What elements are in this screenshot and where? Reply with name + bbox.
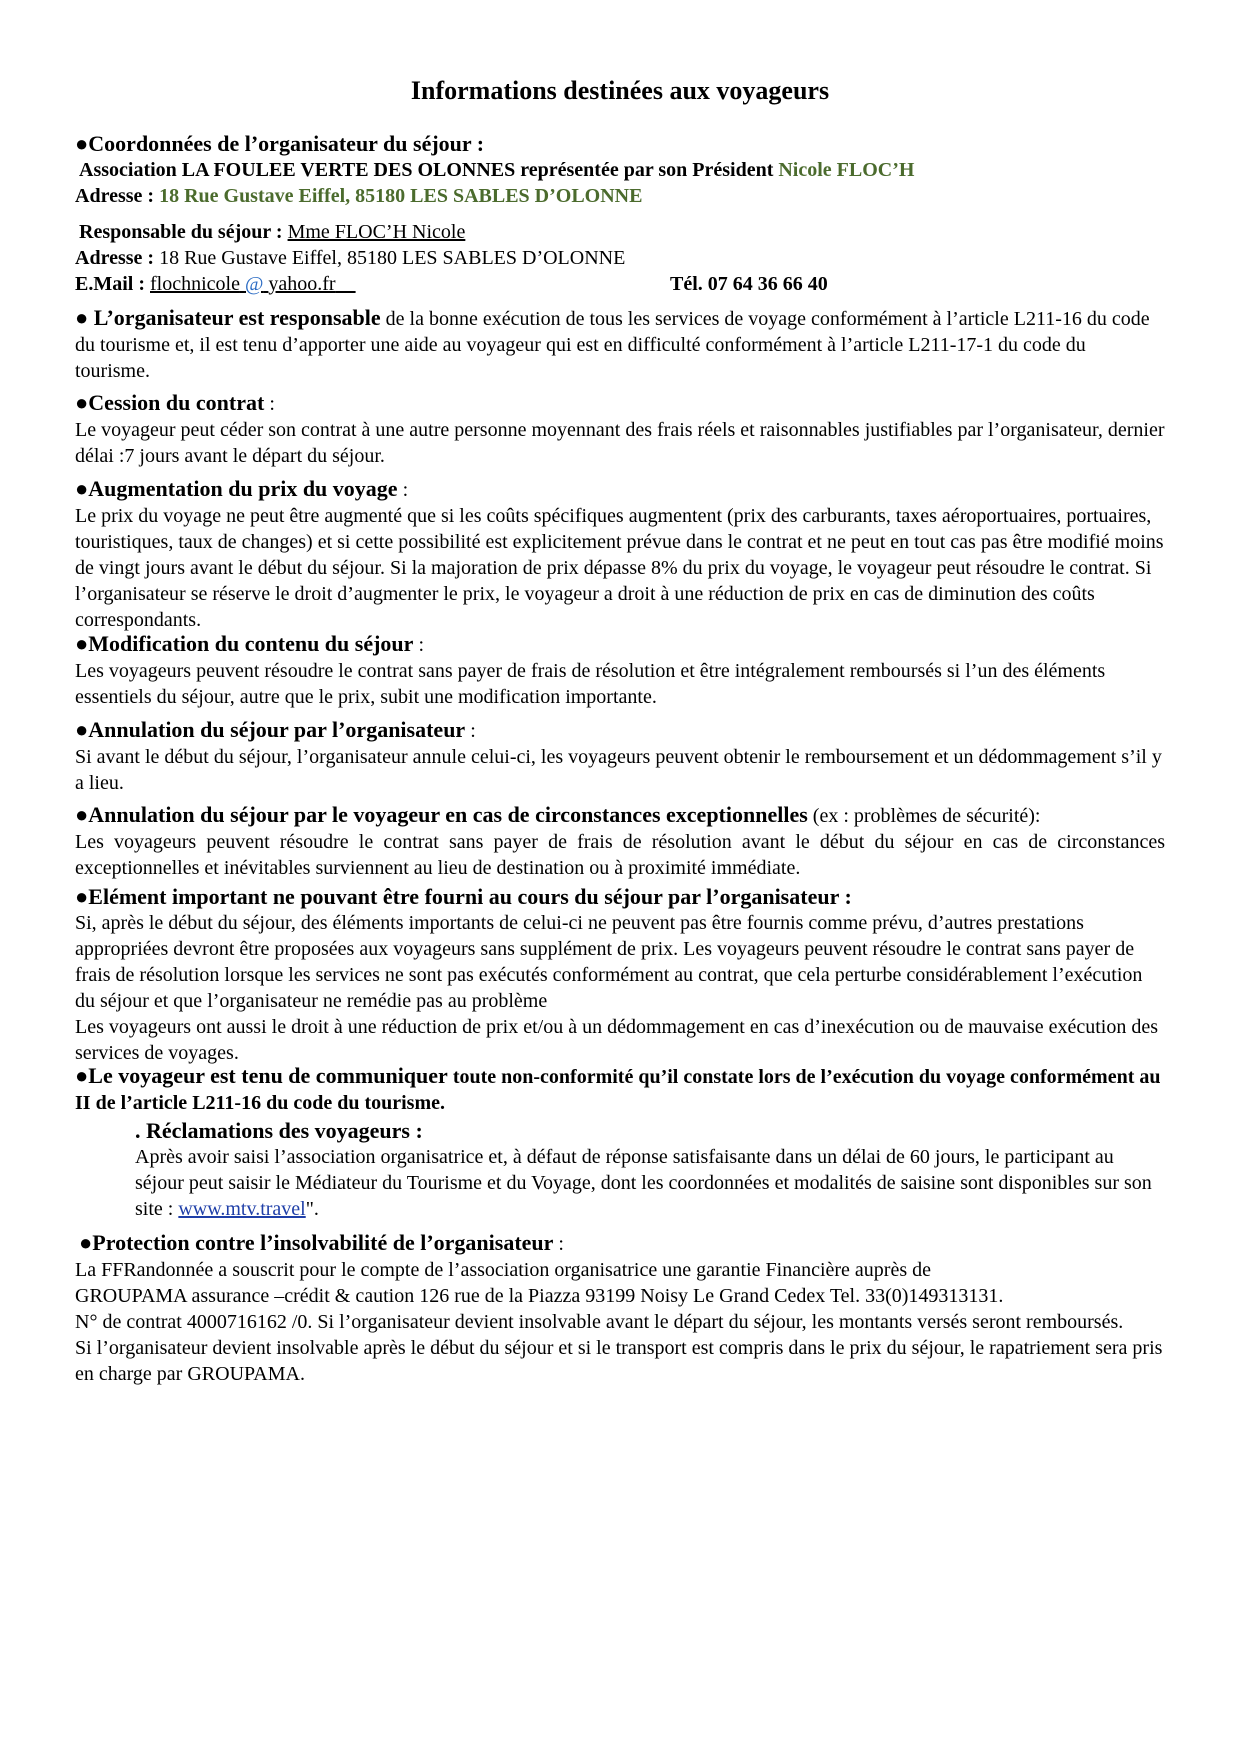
- responsible-label: Responsable du séjour :: [79, 221, 283, 243]
- claims-text: Après avoir saisi l’association organisatrice et, à défaut de réponse satisfaisante dans un délai de 60 jours, le participant au séjour peut saisir le Médiateur du Tourisme et du Voyage, dont les coordonnées et modalités de saisine sont disponibles sur son site :: [135, 1146, 1152, 1220]
- claims-text-block: [135, 1144, 1165, 1222]
- element-text-2: Les voyageurs ont aussi le droit à une réduction de prix et/ou à un dédommagement en cas d’inexécution ou de mauvaise exécution des services de voyages.: [75, 1016, 1158, 1064]
- insolvency-section: [75, 1230, 1165, 1387]
- cession-heading: ●Cession du contrat: [75, 390, 265, 415]
- organizer-address: [75, 183, 1165, 209]
- address-value: 18 Rue Gustave Eiffel, 85180 LES SABLES D’OLONNE: [159, 185, 643, 207]
- cession-text: Le voyageur peut céder son contrat à une autre personne moyennant des frais réels et raisonnables justifiables par l’organisateur, dernier délai :7 jours avant le départ du séjour.: [75, 419, 1165, 467]
- organizer-section: [75, 131, 1165, 209]
- cession-section: [75, 390, 1165, 469]
- email-at: @: [244, 273, 264, 295]
- cancel-organizer-section: [75, 717, 1165, 796]
- responsible-address: [75, 245, 1165, 271]
- element-section: [75, 884, 1165, 1066]
- modification-colon: :: [413, 634, 424, 656]
- modification-text: Les voyageurs peuvent résoudre le contrat sans payer de frais de résolution et être intégralement remboursés si l’un des éléments essentiels du séjour, autre que le prix, subit une modification importante.: [75, 660, 1106, 708]
- email-line: [75, 271, 1165, 297]
- element-text-1: Si, après le début du séjour, des éléments importants de celui-ci ne peuvent pas être fournis comme prévu, d’autres prestations appropriées devront être proposées aux voyageurs sans supplément de prix. Les voyageurs peuvent résoudre le contrat sans payer de frais de résolution lorsque les services ne sont pas exécutés conformément au contrat, que cela perturbe considérablement l’exécution du séjour et que l’organisateur ne remédie pas au problème: [75, 912, 1143, 1012]
- page-title: Informations destinées aux voyageurs: [410, 76, 830, 105]
- price-section: [75, 476, 1165, 633]
- element-heading: ●Elément important ne pouvant être fourni au cours du séjour par l’organisateur :: [75, 884, 852, 909]
- cancel-traveler-suffix: (ex : problèmes de sécurité):: [807, 805, 1041, 827]
- cancel-organizer-heading: ●Annulation du séjour par l’organisateur: [75, 717, 466, 742]
- communicate-heading: ●Le voyageur est tenu de communiquer: [75, 1063, 448, 1088]
- modification-section: [75, 631, 1165, 710]
- insolvency-heading: ●Protection contre l’insolvabilité de l’organisateur: [79, 1230, 554, 1255]
- responsible-line: [75, 219, 1165, 245]
- president-name: Nicole FLOC’H: [778, 159, 915, 181]
- telephone: Tél. 07 64 36 66 40: [670, 273, 828, 295]
- mtv-link[interactable]: www.mtv.travel: [178, 1198, 306, 1220]
- responsible-address-value: 18 Rue Gustave Eiffel, 85180 LES SABLES D’OLONNE: [159, 247, 626, 269]
- cession-colon: :: [264, 393, 275, 415]
- cancel-organizer-text: Si avant le début du séjour, l’organisateur annule celui-ci, les voyageurs peuvent obtenir le remboursement et un dédommagement s’il y a lieu.: [75, 746, 1162, 794]
- modification-heading: ●Modification du contenu du séjour: [75, 631, 414, 656]
- price-text: Le prix du voyage ne peut être augmenté que si les coûts spécifiques augmentent (prix des carburants, taxes aéroportuaires, portuaires, touristiques, taux de changes) et si cette possibilité est explicitement prévue dans le contrat et ne peut en tout cas pas être modifié moins de vingt jours avant le début du séjour. Si la majoration de prix dépasse 8% du prix du voyage, le voyageur peut résoudre le contrat. Si l’organisateur se réserve le droit d’augmenter le prix, le voyageur a droit à une réduction de prix en cas de diminution des coûts correspondants.: [75, 505, 1164, 631]
- email-link[interactable]: [150, 273, 356, 295]
- responsibility-text: de la bonne exécution de tous les services de voyage conformément à l’article L211-16 du code du tourisme et, il est tenu d’apporter une aide au voyageur qui est en difficulté conformément à l’article L211-17-1 du code du tourisme.: [75, 308, 1150, 382]
- association-text: Association LA FOULEE VERTE DES OLONNES représentée par son Président: [79, 159, 774, 181]
- insolvency-line-2: GROUPAMA assurance –crédit & caution 126 rue de la Piazza 93199 Noisy Le Grand Cedex Tel. 33(0)149313131.: [75, 1285, 1004, 1307]
- responsibility-section: [75, 305, 1165, 384]
- insolvency-line-1: La FFRandonnée a souscrit pour le compte de l’association organisatrice une garantie Financière auprès de: [75, 1259, 932, 1281]
- email-domain: yahoo.fr: [268, 273, 336, 295]
- insolvency-colon: :: [553, 1233, 564, 1255]
- claims-end: ".: [305, 1198, 319, 1220]
- responsible-name: Mme FLOC’H Nicole: [287, 221, 466, 243]
- cancel-organizer-colon: :: [465, 720, 476, 742]
- responsible-address-label: Adresse :: [75, 247, 155, 269]
- responsible-section: [75, 219, 1165, 297]
- price-heading: ●Augmentation du prix du voyage: [75, 476, 398, 501]
- communicate-section: [75, 1063, 1165, 1116]
- price-colon: :: [397, 479, 409, 501]
- cancel-traveler-text: Les voyageurs peuvent résoudre le contrat sans payer de frais de résolution avant le début du séjour en cas de circonstances exceptionnelles et inévitables surviennent au lieu de destination ou à proximité immédiate.: [75, 831, 1165, 879]
- cancel-traveler-heading: ●Annulation du séjour par le voyageur en cas de circonstances exceptionnelles: [75, 802, 808, 827]
- email-user: flochnicole: [150, 273, 240, 295]
- responsibility-heading: ● L’organisateur est responsable: [75, 305, 381, 330]
- organizer-heading: ●Coordonnées de l’organisateur du séjour :: [75, 131, 485, 156]
- insolvency-line-4: Si l’organisateur devient insolvable après le début du séjour et si le transport est compris dans le prix du séjour, le rapatriement sera pris en charge par GROUPAMA.: [75, 1337, 1163, 1385]
- address-label: Adresse :: [75, 185, 155, 207]
- communicate-text: toute non-conformité qu’il constate lors de l’exécution du voyage conformément au II de l’article L211-16 du code du tourisme.: [75, 1066, 1161, 1114]
- cancel-traveler-section: [75, 802, 1165, 881]
- claims-heading: . Réclamations des voyageurs :: [135, 1118, 423, 1143]
- email-label: E.Mail :: [75, 273, 145, 295]
- organizer-association: [75, 157, 1165, 183]
- claims-section: [135, 1118, 1165, 1222]
- insolvency-line-3: N° de contrat 4000716162 /0. Si l’organisateur devient insolvable avant le départ du séjour, les montants versés seront remboursés.: [75, 1311, 1124, 1333]
